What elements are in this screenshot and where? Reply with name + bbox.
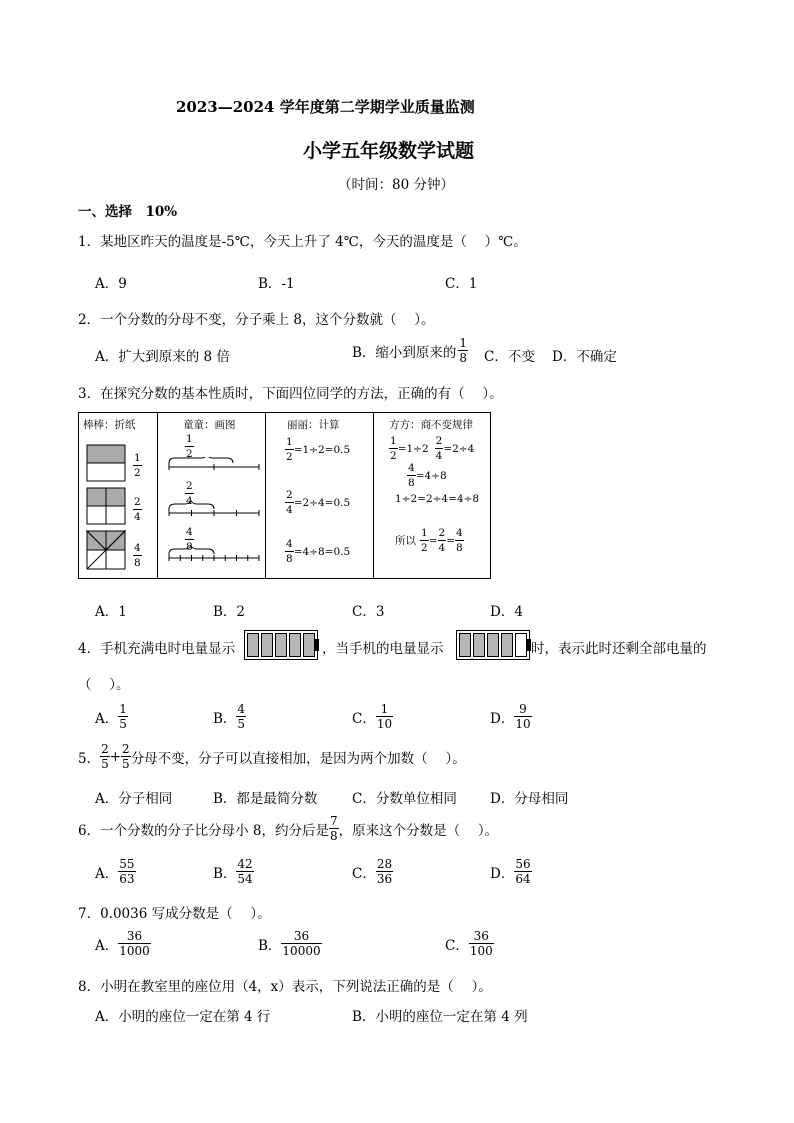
fraction [285, 435, 294, 464]
calc-line-1 [285, 435, 350, 464]
question-4-text-part3: 时，表示此时还剩全部电量的 [531, 641, 707, 657]
q6-option-a [95, 857, 136, 886]
fraction-denominator: 4 [186, 495, 193, 507]
question-4-text-part2: ，当手机的电量显示 [322, 641, 444, 657]
fraction-denominator: 63 [119, 872, 135, 886]
q5-option-b: B．都是最简分数 [213, 791, 318, 807]
fraction-denominator: 100 [469, 944, 493, 958]
question-3-text: 3．在探究分数的基本性质时，下面四位同学的方法，正确的有（ ）。 [78, 386, 503, 402]
fraction-denominator: 54 [237, 872, 253, 886]
fraction-denominator: 4 [286, 504, 293, 516]
fraction-denominator: 2 [134, 467, 141, 479]
fraction-denominator: 10 [376, 717, 393, 731]
q6-option-b [213, 857, 254, 886]
rule-line-1 [389, 434, 474, 463]
fraction-denominator: 2 [390, 450, 397, 462]
fraction-denominator: 36 [376, 872, 393, 886]
fraction-numerator: 4 [237, 702, 246, 716]
fraction-numerator: 4 [186, 526, 193, 538]
fraction-numerator: 4 [456, 527, 463, 539]
panel-title: 棒棒：折纸 [83, 419, 136, 431]
rule-text: 所以 [395, 535, 416, 547]
q2-option-b-label: B．缩小到原来的 [352, 344, 457, 361]
option-label: A． [95, 710, 119, 727]
battery-cell [487, 633, 499, 657]
rule-line-2 [407, 461, 447, 490]
question-1-text: 1．某地区昨天的温度是-5℃，今天上升了 4℃，今天的温度是（ ）℃。 [78, 234, 527, 250]
battery-partial-icon [456, 630, 530, 660]
fraction [133, 451, 142, 480]
fraction-methods-figure [78, 412, 491, 579]
fraction-numerator: 9 [519, 702, 527, 716]
question-7-text: 7．0.0036 写成分数是（ ）。 [78, 906, 271, 922]
number-line-drawings [163, 457, 261, 567]
fraction [407, 461, 416, 490]
question-4-text-part1: 4．手机充满电时电量显示 [78, 641, 236, 657]
fraction-numerator: 36 [473, 929, 489, 943]
fraction-numerator: 2 [122, 742, 130, 756]
fraction [329, 814, 339, 843]
fraction-numerator: 55 [119, 857, 135, 871]
fraction-denominator: 5 [119, 717, 127, 731]
fraction-denominator: 5 [237, 717, 246, 731]
fraction [376, 702, 393, 731]
battery-cell [303, 633, 315, 657]
fraction-denominator: 2 [186, 448, 193, 460]
panel-quotient-rule [373, 413, 489, 578]
rule-text: =4÷8 [415, 469, 447, 482]
fraction-numerator: 2 [286, 489, 293, 501]
calc-result: =2÷4=0.5 [293, 496, 351, 509]
fraction-denominator: 8 [186, 541, 193, 553]
fraction [236, 857, 253, 886]
fraction-numerator: 7 [329, 814, 338, 828]
panel-title: 童童：画图 [183, 419, 236, 431]
calc-result: =4÷8=0.5 [293, 545, 351, 558]
equals-sign: = [428, 534, 438, 547]
fraction-denominator: 5 [122, 757, 130, 771]
q3-option-a: A．1 [95, 604, 127, 620]
exam-time: （时间：80 分钟） [338, 177, 454, 193]
panel-drawing [157, 413, 266, 578]
fraction-denominator: 8 [459, 351, 468, 365]
panel-title: 丽丽：计算 [287, 419, 340, 431]
fraction-numerator: 4 [286, 538, 293, 550]
option-label: D． [490, 865, 515, 882]
fraction [438, 526, 447, 555]
q4-option-c [352, 702, 393, 731]
section-heading: 一、选择 10% [78, 204, 178, 220]
q5-option-d: D．分母相同 [490, 791, 569, 807]
fraction-denominator: 10 [515, 717, 531, 731]
fraction [236, 702, 246, 731]
fraction-numerator: 2 [435, 435, 443, 447]
battery-cell [459, 633, 471, 657]
fraction-denominator: 2 [421, 542, 428, 554]
battery-cell [247, 633, 259, 657]
fraction [514, 702, 531, 731]
fraction-denominator: 1000 [119, 944, 150, 958]
plus-sign: + [109, 748, 122, 765]
q2-option-a: A．扩大到原来的 8 倍 [95, 349, 230, 365]
fraction-numerator: 1 [286, 436, 293, 448]
question-5-text [78, 742, 466, 771]
fraction-numerator: 2 [186, 480, 193, 492]
folded-paper-figures [85, 443, 155, 573]
fraction-denominator: 8 [134, 557, 141, 569]
battery-cell [261, 633, 273, 657]
fraction-numerator: 1 [459, 336, 468, 350]
fraction [118, 929, 151, 958]
q3-option-c: C．3 [352, 604, 385, 620]
option-label: C． [352, 710, 376, 727]
q3-option-b: B．2 [213, 604, 246, 620]
question-2-text: 2．一个分数的分母不变，分子乘上 8，这个分数就（ ）。 [78, 312, 435, 328]
option-label: B． [258, 937, 282, 954]
fraction [285, 537, 294, 566]
question-body: 6．一个分数的分子比分母小 8，约分后是 [78, 822, 329, 839]
fraction [133, 495, 142, 524]
fraction-numerator: 36 [126, 929, 143, 943]
question-6-text [78, 814, 498, 843]
calc-line-2 [285, 488, 350, 517]
fraction [281, 929, 321, 958]
calc-result: =1÷2=0.5 [293, 443, 351, 456]
q4-option-a [95, 702, 128, 731]
rule-text: =2÷4 [443, 442, 475, 455]
battery-cell [289, 633, 301, 657]
fraction-denominator: 8 [408, 477, 415, 489]
q6-option-c [352, 857, 393, 886]
question-body-end: ，原来这个分数是（ ）。 [338, 822, 499, 839]
fraction [435, 434, 444, 463]
battery-cell [275, 633, 287, 657]
fraction-denominator: 8 [329, 829, 338, 843]
fraction [469, 929, 494, 958]
exam-subtitle: 小学五年级数学试题 [303, 140, 475, 162]
fraction-denominator: 5 [101, 757, 109, 771]
q8-option-b: B．小明的座位一定在第 4 列 [352, 1009, 528, 1025]
fraction-denominator: 2 [286, 451, 293, 463]
fraction-numerator: 2 [438, 527, 446, 539]
battery-cell-empty [515, 633, 527, 657]
fraction-numerator: 42 [237, 857, 253, 871]
q7-option-b [258, 929, 322, 958]
q4-option-d [490, 702, 532, 731]
q1-option-c: C．1 [445, 276, 478, 292]
fraction [285, 488, 294, 517]
fraction-numerator: 1 [390, 435, 397, 447]
question-4-text-part4: （ ）。 [78, 677, 130, 693]
fraction-denominator: 4 [134, 511, 141, 523]
panel-paper-folding [79, 413, 158, 578]
q2-option-d: D．不确定 [552, 349, 617, 365]
option-label: D． [490, 710, 515, 727]
q1-option-a: A．9 [95, 276, 127, 292]
fraction-numerator: 4 [134, 542, 141, 554]
option-label: B． [213, 865, 237, 882]
battery-full-icon [244, 630, 318, 660]
option-label: C． [352, 865, 376, 882]
q2-option-b [352, 336, 468, 365]
panel-title: 方方：商不变规律 [389, 419, 473, 431]
q3-option-d: D．4 [490, 604, 523, 620]
fraction-numerator: 2 [134, 496, 141, 508]
fraction [389, 434, 398, 463]
q7-option-c [445, 929, 494, 958]
exam-title: 2023—2024 学年度第二学期学业质量监测 [176, 98, 475, 116]
fraction [514, 857, 531, 886]
fraction-numerator: 1 [421, 527, 428, 539]
fraction [121, 742, 131, 771]
fraction [376, 857, 393, 886]
battery-cell [473, 633, 485, 657]
fraction [420, 526, 429, 555]
fraction-numerator: 36 [293, 929, 310, 943]
option-label: C． [445, 937, 469, 954]
fraction [100, 742, 110, 771]
fraction-denominator: 8 [286, 553, 293, 565]
fraction-numerator: 1 [119, 702, 127, 716]
fraction-numerator: 1 [380, 702, 389, 716]
equals-sign: = [446, 534, 455, 547]
fraction-numerator: 28 [376, 857, 393, 871]
rule-line-3: 1÷2=2÷4=4÷8 [395, 493, 480, 505]
fraction-denominator: 10000 [282, 944, 321, 958]
q5-option-c: C．分数单位相同 [352, 791, 457, 807]
battery-tip [315, 639, 319, 651]
question-number: 5． [78, 750, 101, 767]
fraction-numerator: 56 [515, 857, 531, 871]
calc-line-3 [285, 537, 350, 566]
fraction [458, 336, 468, 365]
fraction-numerator: 2 [101, 742, 109, 756]
fraction-denominator: 4 [435, 450, 443, 462]
q2-option-c: C．不变 [484, 349, 535, 365]
question-8-text: 8．小明在教室里的座位用（4，x）表示，下列说法正确的是（ ）。 [78, 979, 492, 995]
option-label: A． [95, 937, 119, 954]
fraction-numerator: 1 [134, 452, 141, 464]
fraction [133, 541, 142, 570]
q4-option-b [213, 702, 246, 731]
panel-calculation [265, 413, 374, 578]
fraction [118, 702, 128, 731]
rule-line-4 [395, 526, 464, 555]
fraction [455, 526, 464, 555]
option-label: A． [95, 865, 119, 882]
battery-cell [501, 633, 513, 657]
q6-option-d [490, 857, 532, 886]
fraction-numerator: 4 [408, 462, 415, 474]
q5-option-a: A．分子相同 [95, 791, 173, 807]
fraction [118, 857, 135, 886]
rule-text: =1÷2 [397, 442, 429, 455]
q1-option-b: B．-1 [258, 276, 295, 292]
question-body: 分母不变，分子可以直接相加，是因为两个加数（ ）。 [130, 750, 466, 767]
fraction-denominator: 4 [438, 542, 446, 554]
fraction-denominator: 64 [515, 872, 531, 886]
q8-option-a: A．小明的座位一定在第 4 行 [95, 1009, 271, 1025]
q7-option-a [95, 929, 151, 958]
fraction-denominator: 8 [456, 542, 463, 554]
option-label: B． [213, 710, 237, 727]
fraction-numerator: 1 [186, 433, 193, 445]
